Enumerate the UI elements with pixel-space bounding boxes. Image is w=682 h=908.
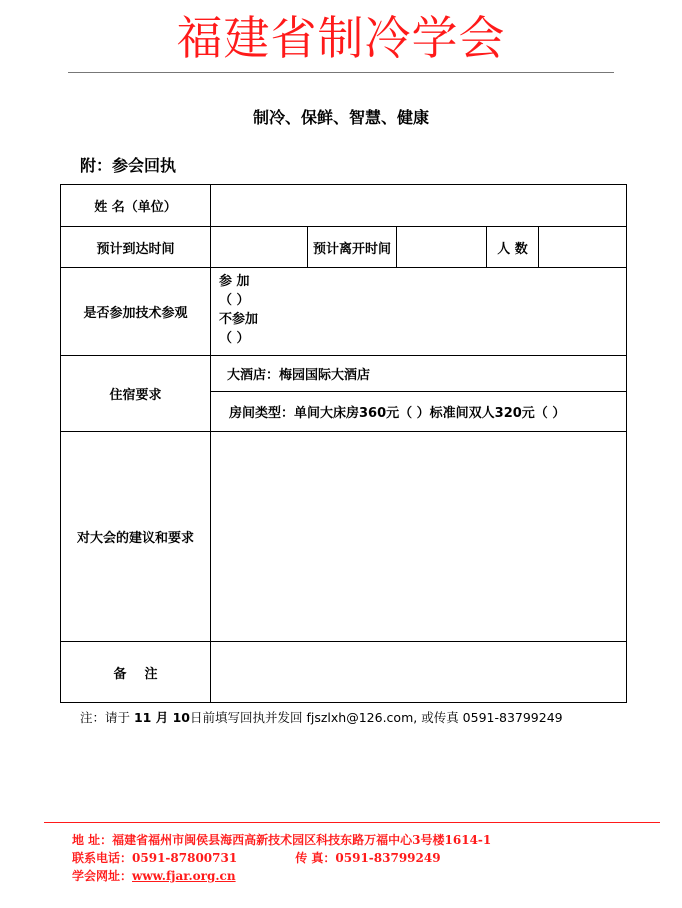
suggestions-field[interactable] — [211, 432, 627, 642]
remarks-label: 备 注 — [61, 642, 211, 703]
departure-time-field[interactable] — [397, 227, 487, 268]
headcount-label: 人 数 — [487, 227, 539, 268]
remarks-field[interactable] — [211, 642, 627, 703]
footer-divider — [44, 822, 660, 823]
website-label: 学会网址： — [72, 869, 133, 883]
footer-contact-line — [72, 849, 441, 867]
note-prefix: 注：请于 — [80, 710, 134, 725]
arrival-time-label: 预计到达时间 — [61, 227, 211, 268]
slogan: 制冷、保鲜、智慧、健康 — [252, 108, 429, 127]
hotel-info: 大酒店：梅园国际大酒店 — [211, 356, 627, 392]
attend-no-checkbox[interactable]: （ ） — [219, 331, 250, 346]
form-title: 附：参会回执 — [80, 156, 177, 175]
attend-yes-checkbox[interactable]: （ ） — [219, 293, 250, 308]
name-label: 姓 名（单位） — [61, 185, 211, 227]
tech-visit-options — [211, 268, 627, 356]
reply-instruction-note — [80, 709, 563, 727]
website-link[interactable]: www.fjar.org.cn — [132, 869, 236, 883]
phone-label: 联系电话： — [72, 851, 133, 865]
suggestions-label: 对大会的建议和要求 — [61, 432, 211, 642]
tech-visit-label: 是否参加技术参观 — [61, 268, 211, 356]
room-type-options[interactable]: 房间类型：单间大床房360元（ ）标准间双人320元（ ） — [211, 392, 627, 432]
footer-address: 地 址：福建省福州市闽侯县海西高新技术园区科技东路万福中心3号楼1614-1 — [72, 833, 492, 847]
phone-number: 0591-87800731 — [132, 851, 238, 865]
name-field[interactable] — [211, 185, 627, 227]
header-divider — [68, 72, 614, 73]
note-month: 11 — [133, 710, 152, 725]
note-month-unit: 月 — [151, 710, 173, 725]
departure-time-label: 预计离开时间 — [308, 227, 397, 268]
fax-label: 传 真： — [295, 851, 336, 865]
footer-website-line — [72, 867, 236, 885]
attend-no-option[interactable]: 不参加 — [219, 312, 259, 327]
organization-title: 福建省制冷学会 — [176, 11, 506, 65]
fax-number: 0591-83799249 — [335, 851, 441, 865]
attend-yes-option[interactable]: 参 加 — [219, 274, 250, 289]
note-rest: 日前填写回执并发回 fjszlxh@126.com, 或传真 0591-83799249 — [190, 710, 563, 725]
note-day: 10 — [172, 710, 191, 725]
arrival-time-field[interactable] — [211, 227, 308, 268]
headcount-field[interactable] — [539, 227, 627, 268]
registration-form-table — [60, 184, 627, 703]
lodging-label: 住宿要求 — [61, 356, 211, 432]
